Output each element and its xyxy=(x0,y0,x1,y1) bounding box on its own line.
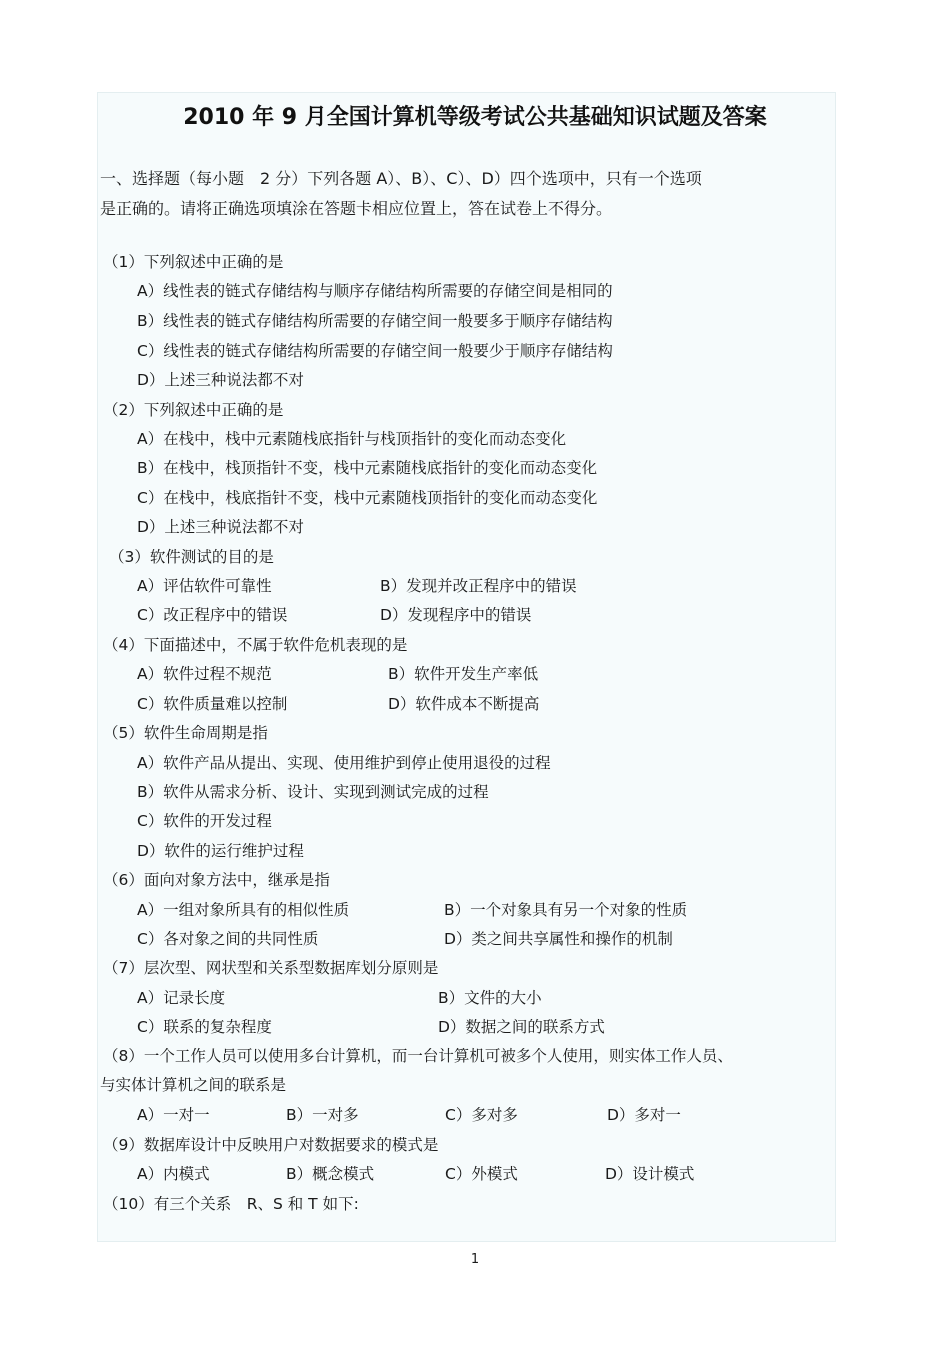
question-1-option-c: C）线性表的链式存储结构所需要的存储空间一般要少于顺序存储结构 xyxy=(137,342,613,360)
question-3-stem: （3）软件测试的目的是 xyxy=(109,548,274,566)
page-title: 2010 年 9 月全国计算机等级考试公共基础知识试题及答案 xyxy=(183,105,767,130)
intro-line-1: 一、选择题（每小题 2 分）下列各题 A）、B）、C）、D）四个选项中，只有一个选项 xyxy=(100,169,702,188)
question-2-option-a: A）在栈中，栈中元素随栈底指针与栈顶指针的变化而动态变化 xyxy=(137,430,567,448)
question-8-option-c: C）多对多 xyxy=(445,1106,518,1124)
question-8-option-d: D）多对一 xyxy=(607,1106,681,1124)
question-1-option-d: D）上述三种说法都不对 xyxy=(137,371,304,389)
question-3-option-d: D）发现程序中的错误 xyxy=(380,606,532,624)
question-3-option-b: B）发现并改正程序中的错误 xyxy=(380,577,577,595)
question-8-stem-continued: 与实体计算机之间的联系是 xyxy=(100,1076,287,1094)
question-6-option-b: B）一个对象具有另一个对象的性质 xyxy=(444,901,688,919)
question-2-stem: （2）下列叙述中正确的是 xyxy=(103,401,284,419)
intro-line-2: 是正确的。请将正确选项填涂在答题卡相应位置上，答在试卷上不得分。 xyxy=(100,199,613,218)
question-5-stem: （5）软件生命周期是指 xyxy=(103,724,268,742)
question-7-option-d: D）数据之间的联系方式 xyxy=(438,1018,605,1036)
question-2-option-d: D）上述三种说法都不对 xyxy=(137,518,304,536)
question-3-option-a: A）评估软件可靠性 xyxy=(137,577,272,595)
question-7-option-c: C）联系的复杂程度 xyxy=(137,1018,272,1036)
question-4-option-b: B）软件开发生产率低 xyxy=(388,665,539,683)
question-7-option-a: A）记录长度 xyxy=(137,989,226,1007)
question-5-option-b: B）软件从需求分析、设计、实现到测试完成的过程 xyxy=(137,783,489,801)
question-7-stem: （7）层次型、网状型和关系型数据库划分原则是 xyxy=(103,959,439,977)
question-10-stem: （10）有三个关系 R、S 和 T 如下: xyxy=(103,1195,359,1213)
question-2-option-c: C）在栈中，栈底指针不变，栈中元素随栈顶指针的变化而动态变化 xyxy=(137,489,598,507)
question-6-option-a: A）一组对象所具有的相似性质 xyxy=(137,901,350,919)
question-4-option-d: D）软件成本不断提高 xyxy=(388,695,540,713)
question-8-stem: （8）一个工作人员可以使用多台计算机，而一台计算机可被多个人使用，则实体工作人员、 xyxy=(103,1047,733,1065)
question-6-option-d: D）类之间共享属性和操作的机制 xyxy=(444,930,673,948)
question-4-stem: （4）下面描述中，不属于软件危机表现的是 xyxy=(103,636,408,654)
question-4-option-c: C）软件质量难以控制 xyxy=(137,695,288,713)
question-7-option-b: B）文件的大小 xyxy=(438,989,542,1007)
question-8-option-b: B）一对多 xyxy=(286,1106,359,1124)
question-2-option-b: B）在栈中，栈顶指针不变，栈中元素随栈底指针的变化而动态变化 xyxy=(137,459,598,477)
question-9-option-d: D）设计模式 xyxy=(605,1165,695,1183)
question-6-stem: （6）面向对象方法中，继承是指 xyxy=(103,871,330,889)
question-5-option-a: A）软件产品从提出、实现、使用维护到停止使用退役的过程 xyxy=(137,754,551,772)
question-5-option-c: C）软件的开发过程 xyxy=(137,812,272,830)
question-9-option-a: A）内模式 xyxy=(137,1165,210,1183)
question-9-option-b: B）概念模式 xyxy=(286,1165,375,1183)
question-8-option-a: A）一对一 xyxy=(137,1106,210,1124)
page-number: 1 xyxy=(470,1252,480,1267)
question-9-option-c: C）外模式 xyxy=(445,1165,518,1183)
question-4-option-a: A）软件过程不规范 xyxy=(137,665,272,683)
question-3-option-c: C）改正程序中的错误 xyxy=(137,606,288,624)
question-1-option-a: A）线性表的链式存储结构与顺序存储结构所需要的存储空间是相同的 xyxy=(137,282,613,300)
question-9-stem: （9）数据库设计中反映用户对数据要求的模式是 xyxy=(103,1136,439,1154)
question-6-option-c: C）各对象之间的共同性质 xyxy=(137,930,319,948)
question-5-option-d: D）软件的运行维护过程 xyxy=(137,842,304,860)
question-1-stem: （1）下列叙述中正确的是 xyxy=(103,253,284,271)
question-1-option-b: B）线性表的链式存储结构所需要的存储空间一般要多于顺序存储结构 xyxy=(137,312,613,330)
